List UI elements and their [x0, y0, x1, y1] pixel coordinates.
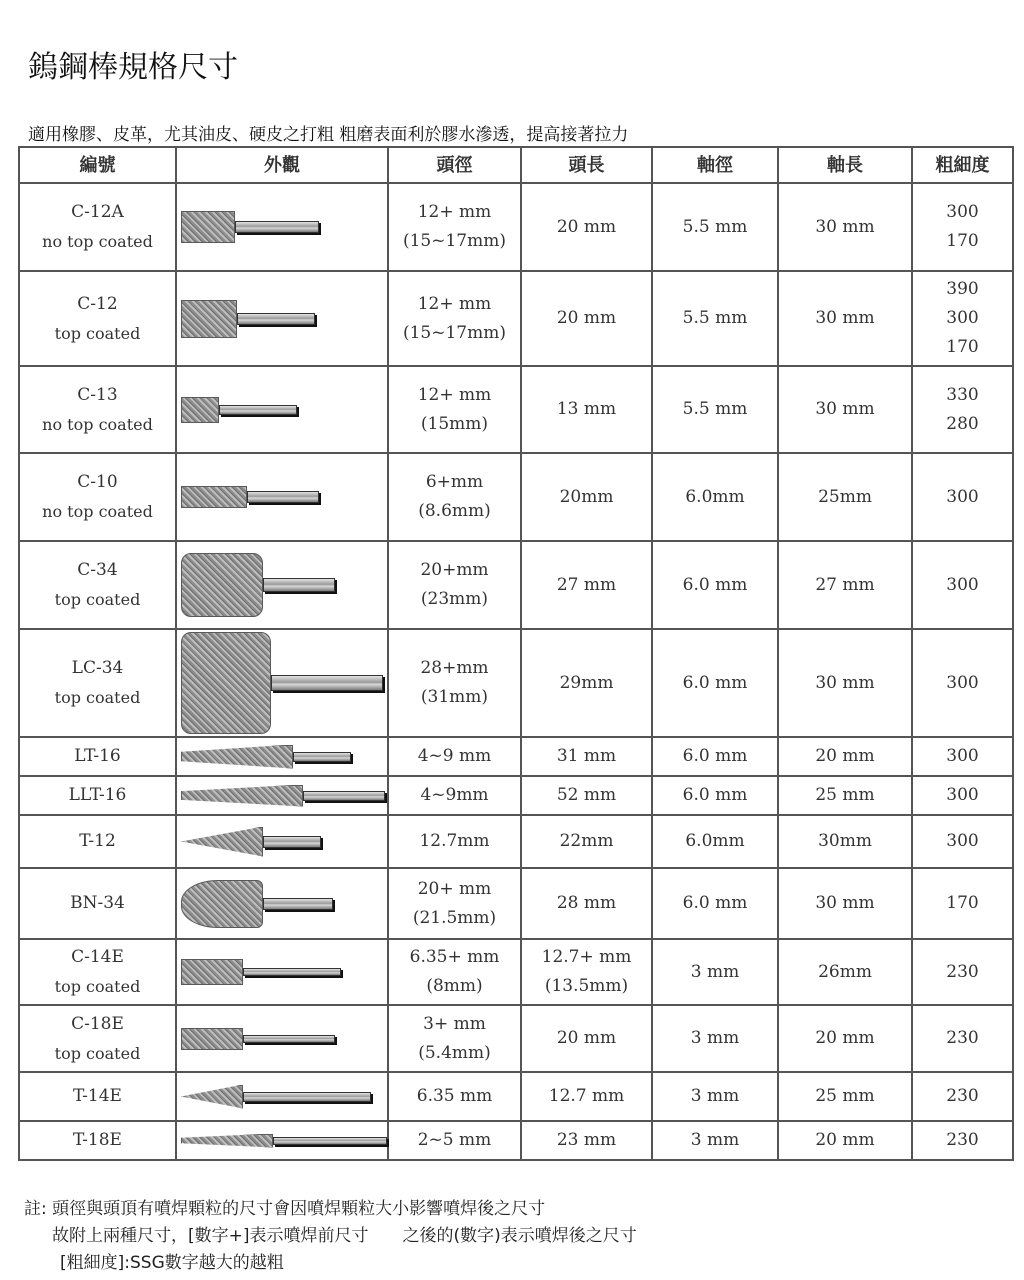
cell-value: 6.0mm	[685, 486, 745, 507]
cell-head-diameter	[388, 183, 521, 271]
tool-shaft	[293, 752, 351, 762]
coating-type: top coated	[54, 590, 141, 609]
cell-shaft-length	[778, 629, 912, 737]
cell-value: 30mm	[818, 831, 872, 851]
cell-shaft-diameter	[652, 453, 778, 541]
cell-head-diameter	[388, 1005, 521, 1072]
cell-shaft-length	[778, 1005, 912, 1072]
cell-code	[19, 868, 176, 939]
cell-value: 13 mm	[556, 399, 617, 419]
tool-head	[181, 1085, 243, 1109]
cell-grit	[912, 815, 1013, 868]
table-row	[19, 939, 1013, 1005]
cell-appearance	[176, 815, 388, 868]
tool-image	[177, 785, 387, 807]
cell-appearance	[176, 868, 388, 939]
cell-appearance	[176, 737, 388, 776]
cell-value: 300	[946, 831, 979, 851]
cell-value: 280	[946, 413, 979, 434]
header-appearance: 外觀	[176, 147, 388, 183]
cell-value: (31mm)	[420, 687, 489, 707]
tool-head	[181, 211, 235, 243]
cell-head-diameter	[388, 776, 521, 815]
product-code: C-13	[77, 384, 118, 405]
tool-shaft	[243, 968, 341, 976]
cell-head-length	[521, 453, 652, 541]
cell-value: 28+mm	[420, 658, 489, 678]
product-code: LC-34	[71, 658, 124, 678]
tool-head	[181, 880, 263, 928]
cell-shaft-length	[778, 1072, 912, 1121]
cell-head-length	[521, 1005, 652, 1072]
table-row	[19, 453, 1013, 541]
cell-value: 25mm	[818, 486, 872, 507]
cell-value: (23mm)	[420, 589, 489, 609]
table-header-row	[19, 147, 1013, 183]
cell-value: 2~5 mm	[417, 1130, 492, 1150]
cell-value: 4~9 mm	[417, 746, 492, 766]
cell-grit	[912, 1121, 1013, 1160]
cell-value: 6.0 mm	[682, 785, 748, 805]
cell-shaft-length	[778, 453, 912, 541]
tool-shaft	[263, 578, 335, 592]
cell-value: 20 mm	[815, 746, 875, 766]
cell-value: 390	[946, 279, 979, 299]
tool-head	[181, 300, 237, 338]
tool-head	[181, 1134, 273, 1148]
cell-value: (21.5mm)	[412, 907, 497, 928]
product-code: C-12	[77, 293, 118, 314]
cell-shaft-length	[778, 271, 912, 366]
tool-image	[177, 397, 387, 423]
cell-value: 30 mm	[815, 399, 875, 419]
product-code: LT-16	[74, 746, 121, 766]
tool-image	[177, 959, 387, 985]
notes	[24, 1196, 637, 1277]
product-code: C-18E	[71, 1013, 124, 1034]
tool-image	[177, 553, 387, 617]
cell-grit	[912, 453, 1013, 541]
cell-value: 25 mm	[815, 785, 875, 805]
cell-head-length	[521, 183, 652, 271]
cell-head-length	[521, 1121, 652, 1160]
cell-code	[19, 271, 176, 366]
coating-type: no top coated	[42, 232, 153, 251]
cell-head-diameter	[388, 737, 521, 776]
cell-head-diameter	[388, 1072, 521, 1121]
cell-head-length	[521, 737, 652, 776]
cell-value: 6.0 mm	[682, 574, 748, 595]
cell-value: 170	[946, 893, 979, 913]
cell-value: 27 mm	[556, 574, 617, 595]
tool-image	[177, 632, 387, 734]
cell-value: 300	[946, 785, 979, 805]
cell-grit	[912, 1072, 1013, 1121]
cell-value: 170	[946, 337, 979, 357]
cell-shaft-diameter	[652, 939, 778, 1005]
cell-head-diameter	[388, 868, 521, 939]
cell-appearance	[176, 776, 388, 815]
cell-shaft-diameter	[652, 541, 778, 629]
cell-shaft-diameter	[652, 271, 778, 366]
cell-appearance	[176, 1072, 388, 1121]
cell-head-diameter	[388, 366, 521, 453]
cell-grit	[912, 868, 1013, 939]
cell-appearance	[176, 453, 388, 541]
cell-head-diameter	[388, 815, 521, 868]
tool-image	[177, 300, 387, 338]
cell-value: 20 mm	[556, 216, 617, 237]
cell-value: 30 mm	[815, 216, 875, 237]
cell-value: 300	[946, 746, 979, 766]
cell-value: (15mm)	[420, 413, 489, 434]
cell-value: 20+ mm	[417, 878, 492, 899]
tool-head	[181, 785, 303, 807]
cell-shaft-diameter	[652, 1072, 778, 1121]
cell-grit	[912, 776, 1013, 815]
cell-value: (5.4mm)	[418, 1042, 491, 1063]
cell-head-diameter	[388, 629, 521, 737]
table-row	[19, 1121, 1013, 1160]
cell-value: 30 mm	[815, 308, 875, 328]
cell-value: 6.0 mm	[682, 746, 748, 766]
cell-shaft-length	[778, 366, 912, 453]
tool-shaft	[237, 313, 315, 325]
coating-type: no top coated	[42, 414, 153, 434]
tool-shaft	[235, 221, 319, 233]
cell-head-diameter	[388, 271, 521, 366]
cell-value: 3 mm	[690, 1028, 740, 1048]
tool-head	[181, 959, 243, 985]
cell-value: (8mm)	[426, 976, 483, 996]
tool-shaft	[273, 1137, 387, 1145]
tool-image	[177, 827, 387, 857]
cell-value: 28 mm	[556, 893, 617, 913]
table-row	[19, 737, 1013, 776]
cell-appearance	[176, 1005, 388, 1072]
cell-value: 27 mm	[815, 574, 875, 595]
cell-value: 6.0 mm	[682, 672, 748, 693]
cell-code	[19, 541, 176, 629]
tool-head	[181, 632, 271, 734]
cell-shaft-diameter	[652, 629, 778, 737]
tool-image	[177, 880, 387, 928]
cell-appearance	[176, 183, 388, 271]
tool-shaft	[243, 1092, 371, 1102]
cell-appearance	[176, 1121, 388, 1160]
cell-head-length	[521, 541, 652, 629]
coating-type: top coated	[54, 1043, 141, 1063]
coating-type: no top coated	[42, 502, 153, 521]
table-row	[19, 776, 1013, 815]
product-code: C-14E	[71, 947, 124, 967]
cell-head-length	[521, 271, 652, 366]
cell-value: 30 mm	[815, 893, 875, 913]
product-code: C-34	[77, 560, 118, 580]
cell-shaft-length	[778, 868, 912, 939]
cell-code	[19, 737, 176, 776]
product-code: T-12	[79, 831, 116, 851]
cell-value: 330	[946, 384, 979, 405]
tool-head	[181, 486, 247, 508]
header-head-diameter: 頭徑	[388, 147, 521, 183]
cell-value: 20mm	[559, 486, 614, 507]
note-line: [粗細度]:SSG數字越大的越粗	[60, 1253, 284, 1273]
cell-value: 6.0 mm	[682, 893, 748, 913]
cell-value: 23 mm	[556, 1130, 617, 1150]
cell-appearance	[176, 366, 388, 453]
header-code: 編號	[19, 147, 176, 183]
header-grit: 粗細度	[912, 147, 1013, 183]
header-shaft-diameter: 軸徑	[652, 147, 778, 183]
cell-shaft-diameter	[652, 366, 778, 453]
cell-shaft-diameter	[652, 868, 778, 939]
tool-shaft	[219, 405, 297, 415]
cell-code	[19, 1121, 176, 1160]
tool-head	[181, 745, 293, 769]
cell-head-length	[521, 629, 652, 737]
cell-value: 12+ mm	[417, 384, 492, 405]
cell-shaft-length	[778, 183, 912, 271]
cell-head-length	[521, 366, 652, 453]
cell-value: 5.5 mm	[682, 308, 748, 328]
table-row	[19, 629, 1013, 737]
cell-value: 6.35+ mm	[409, 947, 500, 967]
cell-appearance	[176, 629, 388, 737]
cell-grit	[912, 541, 1013, 629]
coating-type: top coated	[54, 977, 141, 996]
tool-image	[177, 1085, 387, 1109]
product-code: C-10	[77, 472, 118, 492]
cell-shaft-length	[778, 1121, 912, 1160]
cell-value: 26mm	[818, 961, 872, 982]
cell-value: 300	[946, 486, 979, 507]
cell-head-diameter	[388, 453, 521, 541]
cell-shaft-diameter	[652, 183, 778, 271]
table-row	[19, 366, 1013, 453]
cell-head-length	[521, 815, 652, 868]
tool-image	[177, 745, 387, 769]
cell-value: 6+mm	[425, 472, 484, 492]
cell-value: 20 mm	[815, 1130, 875, 1150]
cell-code	[19, 776, 176, 815]
cell-value: 20 mm	[815, 1028, 875, 1048]
cell-value: 3 mm	[690, 1086, 740, 1106]
note-line: 註: 頭徑與頭頂有噴焊顆粒的尺寸會因噴焊顆粒大小影響噴焊後之尺寸	[24, 1199, 546, 1219]
cell-value: 29mm	[559, 672, 614, 693]
cell-value: 12.7mm	[419, 831, 490, 851]
cell-value: 3 mm	[690, 1130, 740, 1150]
tool-shaft	[263, 836, 321, 848]
cell-value: 5.5 mm	[682, 216, 748, 237]
cell-value: 25 mm	[815, 1086, 875, 1106]
cell-grit	[912, 1005, 1013, 1072]
tool-image	[177, 486, 387, 508]
tool-image	[177, 211, 387, 243]
cell-shaft-diameter	[652, 776, 778, 815]
tool-shaft	[303, 791, 385, 801]
cell-value: (15~17mm)	[402, 322, 506, 343]
cell-shaft-length	[778, 815, 912, 868]
cell-head-diameter	[388, 939, 521, 1005]
product-code: T-18E	[73, 1130, 122, 1150]
cell-head-length	[521, 868, 652, 939]
cell-value: 3 mm	[690, 961, 740, 982]
cell-code	[19, 183, 176, 271]
tool-image	[177, 1028, 387, 1050]
cell-value: 31 mm	[556, 746, 617, 766]
cell-head-length	[521, 1072, 652, 1121]
table-row	[19, 271, 1013, 366]
cell-value: 300	[946, 308, 979, 328]
cell-code	[19, 939, 176, 1005]
tool-head	[181, 827, 263, 857]
cell-value: 3+ mm	[423, 1013, 486, 1034]
cell-shaft-length	[778, 541, 912, 629]
cell-value: 300	[946, 672, 979, 693]
tool-head	[181, 1028, 243, 1050]
note-line: 故附上兩種尺寸，[數字+]表示噴焊前尺寸 之後的(數字)表示噴焊後之尺寸	[52, 1226, 637, 1246]
cell-value: 230	[946, 1130, 979, 1150]
cell-code	[19, 366, 176, 453]
tool-image	[177, 1134, 387, 1148]
cell-value: 170	[946, 231, 979, 251]
product-code: T-14E	[73, 1086, 122, 1106]
cell-shaft-diameter	[652, 737, 778, 776]
table-body	[19, 183, 1013, 1160]
table-row	[19, 815, 1013, 868]
cell-code	[19, 1005, 176, 1072]
cell-code	[19, 453, 176, 541]
cell-appearance	[176, 939, 388, 1005]
cell-value: (8.6mm)	[418, 501, 491, 521]
cell-value: 300	[946, 574, 979, 595]
cell-head-diameter	[388, 1121, 521, 1160]
tool-shaft	[263, 898, 333, 910]
cell-value: 20 mm	[556, 1028, 617, 1048]
cell-code	[19, 629, 176, 737]
cell-shaft-length	[778, 939, 912, 1005]
table-row	[19, 868, 1013, 939]
cell-grit	[912, 366, 1013, 453]
cell-head-length	[521, 939, 652, 1005]
cell-shaft-length	[778, 737, 912, 776]
cell-shaft-diameter	[652, 1121, 778, 1160]
tool-shaft	[243, 1035, 335, 1043]
cell-value: 6.35 mm	[416, 1086, 493, 1106]
coating-type: top coated	[54, 323, 141, 343]
header-shaft-length: 軸長	[778, 147, 912, 183]
header-head-length: 頭長	[521, 147, 652, 183]
description: 適用橡膠、皮革，尤其油皮、硬皮之打粗 粗磨表面利於膠水滲透，提高接著拉力	[28, 125, 629, 145]
spec-table	[18, 146, 1014, 1161]
table-row	[19, 1072, 1013, 1121]
cell-code	[19, 815, 176, 868]
cell-value: (13.5mm)	[544, 976, 629, 996]
tool-shaft	[247, 491, 319, 503]
cell-value: 5.5 mm	[682, 399, 748, 419]
cell-value: 230	[946, 1028, 979, 1048]
cell-appearance	[176, 271, 388, 366]
cell-value: 52 mm	[556, 785, 617, 805]
tool-head	[181, 397, 219, 423]
cell-head-diameter	[388, 541, 521, 629]
cell-value: 12+ mm	[417, 202, 492, 222]
cell-value: 6.0mm	[685, 831, 745, 851]
cell-value: 12+ mm	[417, 293, 492, 314]
cell-value: 30 mm	[815, 672, 875, 693]
cell-grit	[912, 629, 1013, 737]
cell-shaft-length	[778, 776, 912, 815]
product-code: BN-34	[70, 893, 125, 913]
cell-value: 20 mm	[556, 308, 617, 328]
cell-value: 230	[946, 1086, 979, 1106]
cell-grit	[912, 737, 1013, 776]
cell-value: 12.7+ mm	[541, 947, 632, 967]
cell-shaft-diameter	[652, 1005, 778, 1072]
cell-value: 20+mm	[420, 560, 489, 580]
cell-appearance	[176, 541, 388, 629]
cell-value: 22mm	[559, 831, 614, 851]
cell-value: 300	[946, 202, 979, 222]
cell-grit	[912, 271, 1013, 366]
table-row	[19, 183, 1013, 271]
cell-shaft-diameter	[652, 815, 778, 868]
product-code: LLT-16	[68, 785, 127, 805]
product-code: C-12A	[71, 202, 124, 222]
cell-head-length	[521, 776, 652, 815]
cell-value: (15~17mm)	[402, 231, 506, 251]
cell-grit	[912, 183, 1013, 271]
tool-head	[181, 553, 263, 617]
table-row	[19, 541, 1013, 629]
cell-value: 12.7 mm	[548, 1086, 625, 1106]
cell-value: 230	[946, 961, 979, 982]
cell-grit	[912, 939, 1013, 1005]
cell-value: 4~9mm	[420, 785, 489, 805]
coating-type: top coated	[54, 688, 141, 707]
table-row	[19, 1005, 1013, 1072]
page-title: 鎢鋼棒規格尺寸	[28, 50, 238, 85]
cell-code	[19, 1072, 176, 1121]
tool-shaft	[271, 675, 383, 691]
